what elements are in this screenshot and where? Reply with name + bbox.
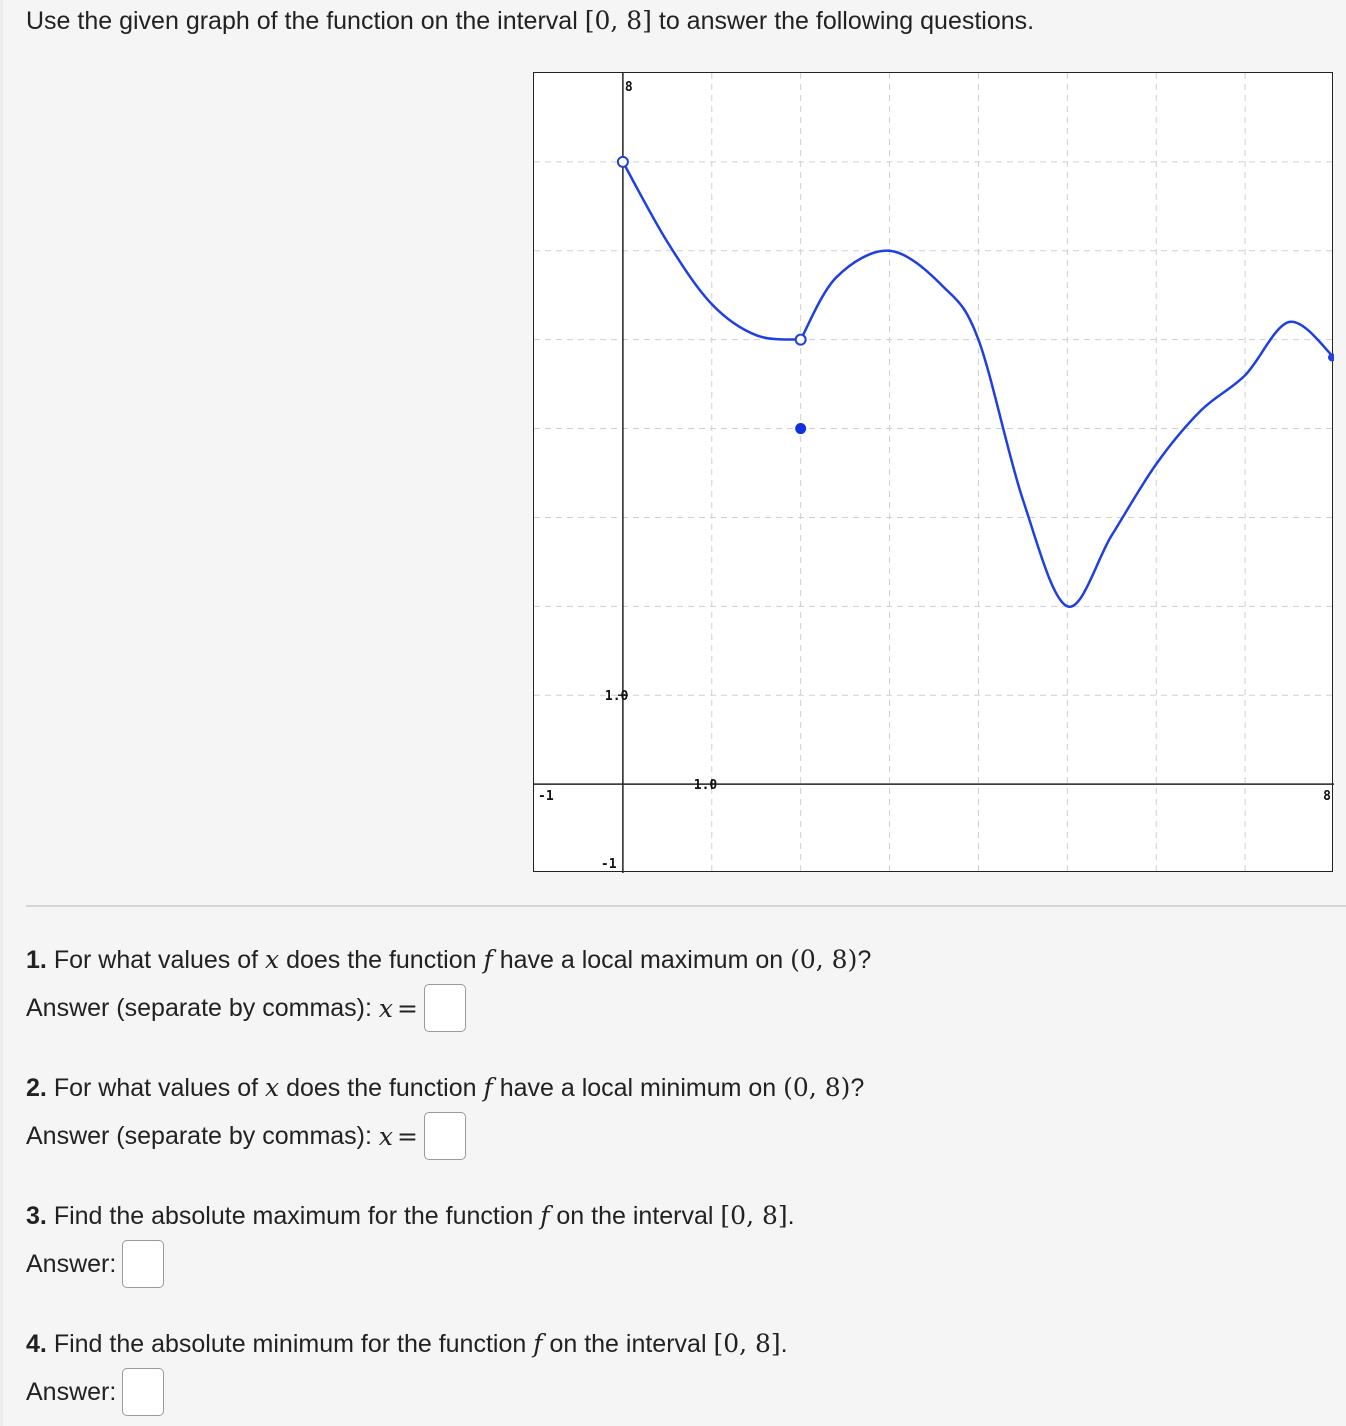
question-1 (26, 936, 871, 1032)
punctuation: . (787, 1202, 795, 1230)
punctuation: . (780, 1330, 788, 1358)
question-1-prompt (26, 936, 871, 984)
math-interval: [0, 8] (720, 1201, 788, 1230)
question-text: Find the absolute maximum for the function (53, 1202, 534, 1230)
open-point (796, 335, 806, 345)
question-text: have a local minimum on (499, 1074, 777, 1102)
answer-label: Answer (separate by commas): (26, 1121, 372, 1150)
punctuation: ? (850, 1074, 865, 1102)
intro-text (26, 4, 1034, 38)
intro-interval: [0, 8] (584, 6, 652, 35)
x-max-label: 8 (1323, 789, 1331, 805)
closed-point (795, 423, 806, 434)
grid-lines (534, 73, 1334, 873)
question-2-prompt (26, 1064, 864, 1112)
answer-input-1[interactable] (424, 984, 466, 1032)
question-text: does the function (286, 946, 477, 974)
math-variable: x (265, 945, 280, 974)
question-text: Find the absolute minimum for the function (53, 1330, 527, 1358)
question-number: 3. (26, 1202, 47, 1230)
y-tick-label: 1.0 (604, 689, 629, 705)
question-text: have a local maximum on (499, 946, 784, 974)
math-interval: (0, 8) (783, 1073, 851, 1102)
function-graph (533, 72, 1333, 872)
answer-row-1 (26, 984, 871, 1032)
question-4-prompt (26, 1320, 788, 1368)
question-text: on the interval (556, 1202, 714, 1230)
punctuation: ? (857, 946, 872, 974)
question-text: For what values of (53, 1074, 259, 1102)
math-variable: x (378, 993, 394, 1023)
equals-sign: = (397, 1121, 418, 1151)
answer-input-3[interactable] (122, 1240, 164, 1288)
math-function: f (533, 1329, 543, 1358)
question-3 (26, 1192, 795, 1288)
x-tick-label: 1.0 (693, 778, 718, 794)
question-number: 2. (26, 1074, 47, 1102)
endpoint-marker (1328, 353, 1334, 361)
intro-suffix: to answer the following questions. (658, 7, 1035, 35)
question-2 (26, 1064, 864, 1160)
math-interval: [0, 8] (713, 1329, 781, 1358)
answer-input-2[interactable] (424, 1112, 466, 1160)
math-function: f (483, 1073, 493, 1102)
question-text: For what values of (53, 946, 259, 974)
intro-prefix: Use the given graph of the function on the interval (26, 7, 578, 35)
y-min-label: -1 (600, 857, 617, 872)
function-points (618, 157, 1334, 434)
equals-sign: = (397, 993, 418, 1023)
question-number: 1. (26, 946, 47, 974)
math-function: f (540, 1201, 550, 1230)
answer-label: Answer: (26, 1249, 117, 1278)
graph-canvas (534, 73, 1334, 873)
answer-label: Answer: (26, 1377, 117, 1406)
y-max-label: 8 (624, 80, 633, 95)
question-text: on the interval (549, 1330, 707, 1358)
math-variable: x (265, 1073, 280, 1102)
question-4 (26, 1320, 788, 1416)
answer-row-2 (26, 1112, 864, 1160)
question-number: 4. (26, 1330, 47, 1358)
math-function: f (483, 945, 493, 974)
question-3-prompt (26, 1192, 795, 1240)
open-point (618, 157, 628, 167)
answer-row-3 (26, 1240, 795, 1288)
answer-label: Answer (separate by commas): (26, 993, 372, 1022)
math-variable: x (378, 1121, 394, 1151)
answer-input-4[interactable] (122, 1368, 164, 1416)
section-divider (26, 905, 1346, 907)
answer-row-4 (26, 1368, 788, 1416)
left-rule (0, 0, 3, 1426)
x-min-label: -1 (538, 789, 554, 805)
question-text: does the function (286, 1074, 477, 1102)
math-interval: (0, 8) (790, 945, 858, 974)
